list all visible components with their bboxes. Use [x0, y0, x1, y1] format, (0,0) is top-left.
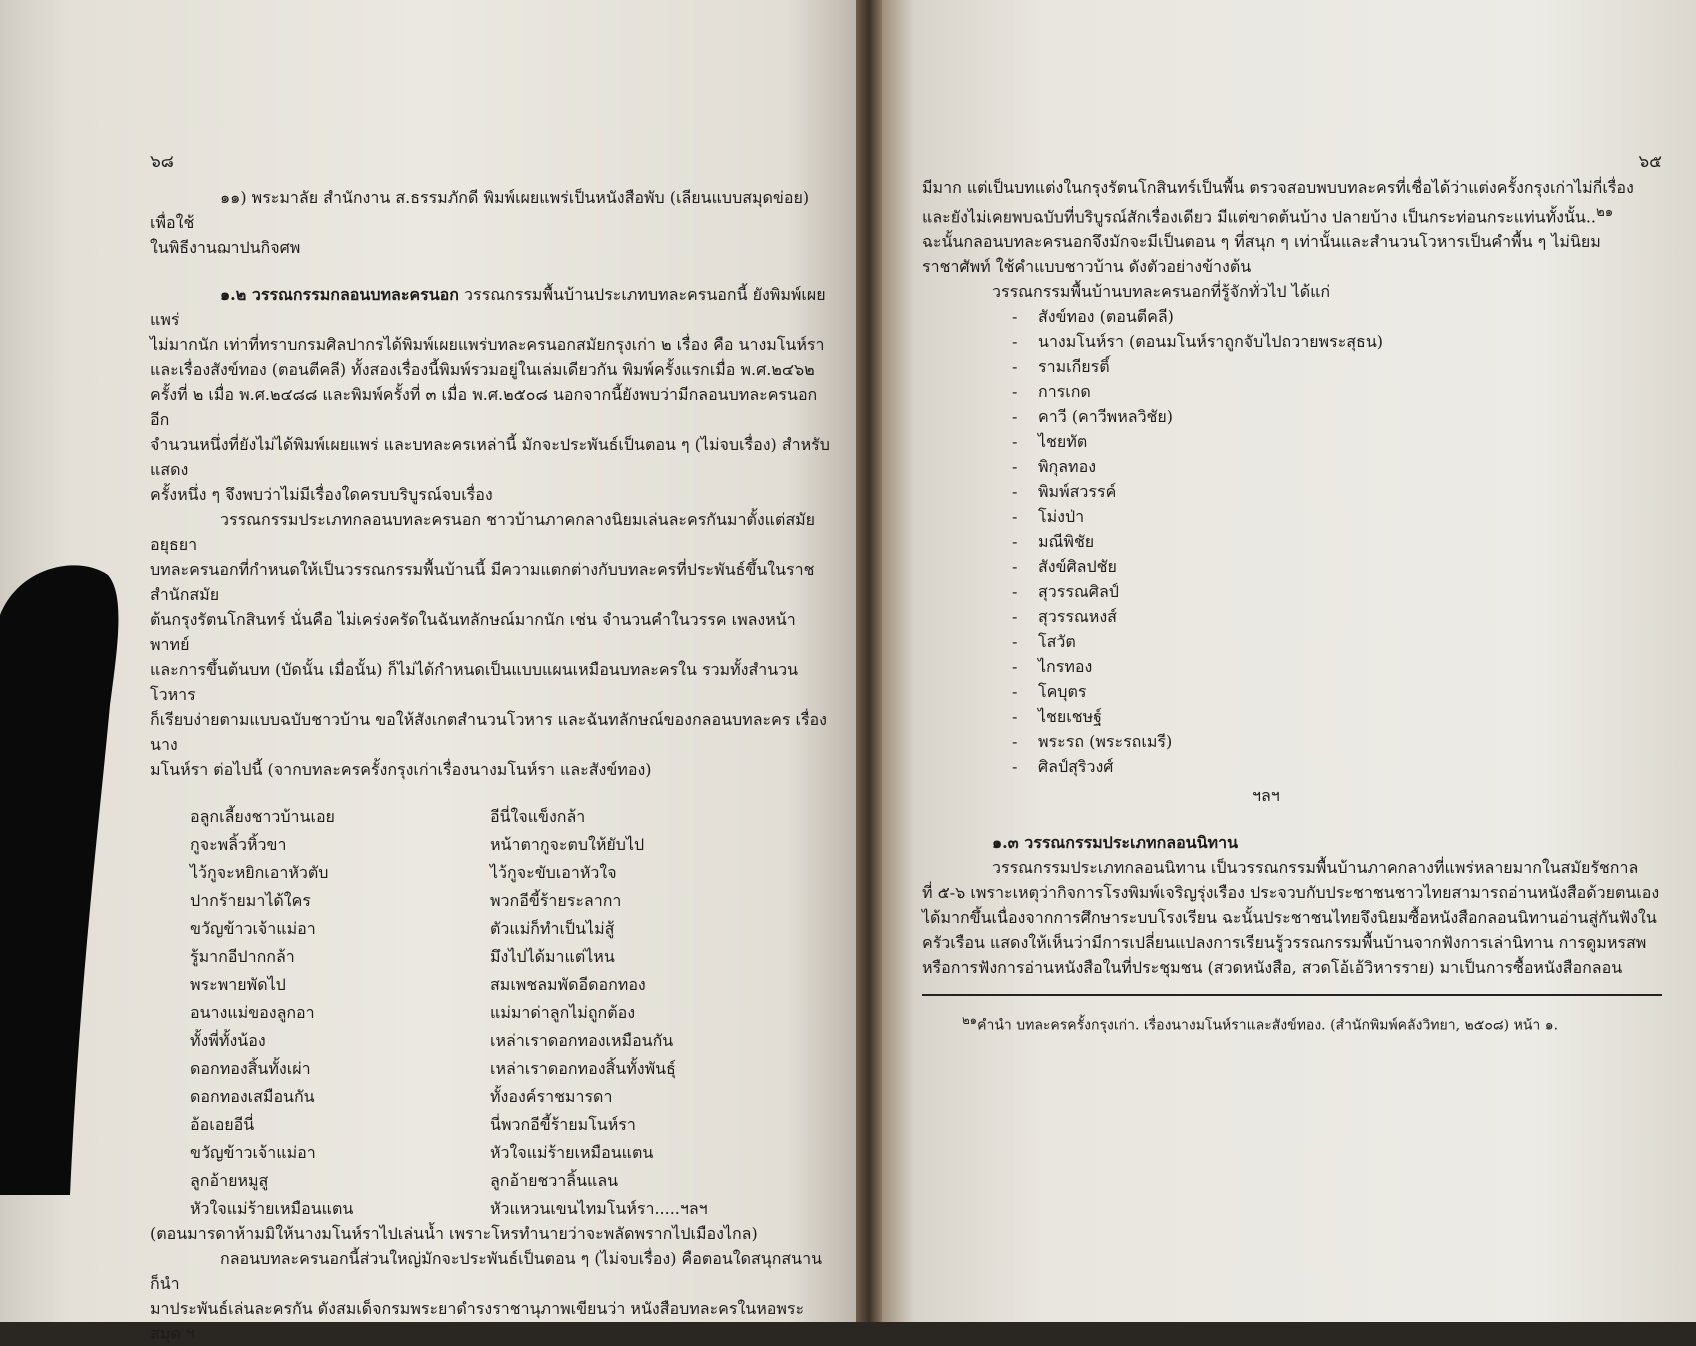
poem-left-verse: อลูกเลี้ยงชาวบ้านเอย: [190, 807, 335, 826]
list-dash: -: [1012, 507, 1018, 527]
list-dash: -: [1012, 657, 1018, 677]
list-dash: -: [1012, 732, 1018, 752]
list-dash: -: [1012, 582, 1018, 602]
closing-paragraph: [150, 1246, 830, 1346]
poem-left-verse: พระพายพัดไป: [190, 975, 286, 994]
paragraph-line: และการขึ้นต้นบท (บัดนั้น เมื่อนั้น) ก็ไม่ได้กำหนดเป็นแบบแผนเหมือนบทละครใน รวมทั้งสำนวนโวหาร: [150, 660, 799, 704]
poem-right-verse: ตัวแม่ก็ทำเป็นไม่สู้: [490, 919, 615, 938]
paragraph-line: ต้นกรุงรัตนโกสินทร์ นั่นคือ ไม่เคร่งครัดในฉันทลักษณ์มากนัก เช่น จำนวนคำในวรรค เพลงหน้าพาทย์: [150, 610, 796, 654]
list-item-text: สังข์ศิลปชัย: [1038, 557, 1117, 577]
finger-shadow: [0, 555, 130, 1195]
list-item: [922, 654, 1662, 679]
poem-left-verse: ทั้งพี่ทั้งน้อง: [190, 1031, 266, 1050]
poem-right-verse: เหล่าเราดอกทองเหมือนกัน: [490, 1031, 674, 1050]
quote: [922, 175, 1662, 279]
poem-right-verse: ลูกอ้ายชวาลิ้นแลน: [490, 1171, 619, 1190]
list-dash: -: [1012, 382, 1018, 402]
page-number: ๖๘: [150, 152, 174, 172]
list-dash: -: [1012, 357, 1018, 377]
list-item-text: โม่งป่า: [1038, 507, 1085, 527]
section-13-heading: ๑.๓ วรรณกรรมประเภทกลอนนิทาน: [992, 833, 1239, 853]
footnote-rule: [922, 994, 1662, 996]
list-item-text: ศิลป์สุริวงศ์: [1038, 757, 1114, 777]
list-item: [922, 529, 1662, 554]
poem-left-verse: ลูกอ้ายหมูสู: [190, 1171, 269, 1190]
paragraph-line: ก็เรียบง่ายตามแบบฉบับชาวบ้าน ขอให้สังเกตสำนวนโวหาร และฉันทลักษณ์ของกลอนบทละคร เรื่องนาง: [150, 710, 827, 754]
quote-line: ราชาศัพท์ ใช้คำแบบชาวบ้าน ดังตัวอย่างข้างต้น: [922, 257, 1252, 277]
paragraph-line: มโนห์รา ต่อไปนี้ (จากบทละครครั้งกรุงเก่าเรื่องนางมโนห์รา และสังข์ทอง): [150, 760, 652, 779]
list-item: [922, 479, 1662, 504]
play-list: [922, 304, 1662, 779]
closing-line: มาประพันธ์เล่นละครกัน ดังสมเด็จกรมพระยาดำรงราชานุภาพเขียนว่า หนังสือบทละครในหอพระสมุด ฯ: [150, 1299, 805, 1343]
poem-left-verse: ขวัญข้าวเจ้าแม่อา: [190, 1143, 316, 1162]
section-12-text: วรรณกรรมพื้นบ้านประเภทบทละครนอกนี้ ยังพิมพ์เผยแพร่: [150, 285, 826, 329]
list-item-text: การเกด: [1038, 382, 1091, 402]
list-item-text: สุวรรณศิลป์: [1038, 582, 1119, 602]
paragraph-line: บทละครนอกที่กำหนดให้เป็นวรรณกรรมพื้นบ้านนี้ มีความแตกต่างกับบทละครที่ประพันธ์ขึ้นในราชสำนักสมัย: [150, 560, 815, 604]
list-item: [922, 604, 1662, 629]
poem-right-verse: แม่มาด่าลูกไม่ถูกต้อง: [490, 1003, 636, 1022]
poem-left-verse: กูจะพลิ้วหิ้วขา: [190, 835, 287, 854]
poem-right-verse: ไว้กูจะขับเอาหัวใจ: [490, 863, 617, 882]
poem-left-verse: อ้อเอยอีนี่: [190, 1115, 255, 1134]
right-text-column: [922, 150, 1662, 1036]
list-item-text: พระรถ (พระรถเมรี): [1038, 732, 1173, 752]
list-item-text: ไชยทัต: [1038, 432, 1088, 452]
right-page: [882, 0, 1696, 1322]
left-text-column: [150, 150, 830, 1346]
list-item: [922, 704, 1662, 729]
list-dash: -: [1012, 757, 1018, 777]
poem-note: (ตอนมารดาห้ามมิให้นางมโนห์ราไปเล่นน้ำ เพราะโหรทำนายว่าจะพลัดพรากไปเมืองไกล): [150, 1224, 758, 1243]
list-item-text: มณีพิชัย: [1038, 532, 1095, 552]
list-item-text: สังข์ทอง (ตอนตีคลี): [1038, 307, 1174, 327]
list-item: [922, 354, 1662, 379]
poem-left-verse: รู้มากอีปากกล้า: [190, 947, 295, 966]
section-12-line: ไม่มากนัก เท่าที่ทราบกรมศิลปากรได้พิมพ์เผยแพร่บทละครนอกสมัยกรุงเก่า ๒ เรื่อง คือ นางมโนห์รา: [150, 335, 825, 354]
list-item: [922, 629, 1662, 654]
section-12-heading: ๑.๒ วรรณกรรมกลอนบทละครนอก: [220, 285, 459, 304]
poem-left-verse: อนางแม่ของลูกอา: [190, 1003, 315, 1022]
poem-right-verse: อีนี่ใจแข็งกล้า: [490, 807, 586, 826]
poem-right-verse: หน้าตากูจะตบให้ยับไป: [490, 835, 645, 854]
paragraph-2: [150, 507, 830, 782]
list-item-text: โคบุตร: [1038, 682, 1087, 702]
poem-right-verse: พวกอีขี้ร้ายระลากา: [490, 891, 622, 910]
list-dash: -: [1012, 482, 1018, 502]
list-item-text: นางมโนห์รา (ตอนมโนห์ราถูกจับไปถวายพระสุธน): [1038, 332, 1383, 352]
list-item-text: ไชยเชษฐ์: [1038, 707, 1102, 727]
list-item: [922, 404, 1662, 429]
item-11-line: ๑๑) พระมาลัย สำนักงาน ส.ธรรมภักดี พิมพ์เผยแพร่เป็นหนังสือพับ (เลียนแบบสมุดข่อย) เพื่อใช้: [150, 188, 810, 232]
closing-line: กลอนบทละครนอกนี้ส่วนใหญ่มักจะประพันธ์เป็นตอน ๆ (ไม่จบเรื่อง) คือตอนใดสนุกสนานก็นำ: [150, 1249, 822, 1293]
poem-left-verse: ขวัญข้าวเจ้าแม่อา: [190, 919, 316, 938]
list-item-text: พิกุลทอง: [1038, 457, 1097, 477]
item-11-line: ในพิธีงานฌาปนกิจศพ: [150, 238, 301, 257]
spacer: [150, 260, 830, 282]
poem: [150, 804, 830, 1221]
list-item: [922, 754, 1662, 779]
list-item: [922, 504, 1662, 529]
list-dash: -: [1012, 632, 1018, 652]
list-item-text: สุวรรณหงส์: [1038, 607, 1117, 627]
section-13-line: ได้มากขึ้นเนื่องจากการศึกษาระบบโรงเรียน ฉะนั้นประชาชนไทยจึงนิยมซื้อหนังสือกลอนนิทานอ่านสู่กันฟังใน: [922, 908, 1657, 928]
list-item: [922, 329, 1662, 354]
poem-right-verse: มึงไปได้มาแต่ไหน: [490, 947, 615, 966]
list-item: [922, 379, 1662, 404]
section-12-line: และเรื่องสังข์ทอง (ตอนตีคลี) ทั้งสองเรื่องนี้พิมพ์รวมอยู่ในเล่มเดียวกัน พิมพ์ครั้งแรกเมื่อ พ.ศ.๒๔๖๒: [150, 360, 815, 379]
quote-line: ฉะนั้นกลอนบทละครนอกจึงมักจะมีเป็นตอน ๆ ที่สนุก ๆ เท่านั้นและสำนวนโวหารเป็นคำพื้น ๆ ไม่นิยม: [922, 232, 1601, 252]
list-dash: -: [1012, 457, 1018, 477]
list-item-text: คาวี (คาวีพหลวิชัย): [1038, 407, 1174, 427]
list-dash: -: [1012, 707, 1018, 727]
list-item: [922, 729, 1662, 754]
list-dash: -: [1012, 432, 1018, 452]
list-dash: -: [1012, 557, 1018, 577]
list-item: [922, 304, 1662, 329]
list-intro: วรรณกรรมพื้นบ้านบทละครนอกที่รู้จักทั่วไป ได้แก่: [992, 282, 1331, 302]
section-12-line: [150, 282, 830, 332]
section-13-line: หรือการฟังการอ่านหนังสือในที่ประชุมชน (สวดหนังสือ, สวดโอ้เอ้วิหารราย) มาเป็นการซื้อหนังสือกลอน: [922, 958, 1623, 978]
poem-left-verse: ปากร้ายมาได้ใคร: [190, 891, 311, 910]
paragraph-line: วรรณกรรมประเภทกลอนบทละครนอก ชาวบ้านภาคกลางนิยมเล่นละครกันมาตั้งแต่สมัยอยุธยา: [150, 510, 816, 554]
page-number: ๖๕: [1638, 152, 1662, 172]
list-item: [922, 554, 1662, 579]
book-spine: [856, 0, 882, 1322]
list-item: [922, 454, 1662, 479]
footnote-marker: ๒๑: [1595, 205, 1614, 220]
list-dash: -: [1012, 532, 1018, 552]
list-dash: -: [1012, 682, 1018, 702]
quote-line: มีมาก แต่เป็นบทแต่งในกรุงรัตนโกสินทร์เป็นพื้น ตรวจสอบพบบทละครที่เชื่อได้ว่าแต่งครั้งกรุงเก่าไม่กี่เรื่อง: [922, 178, 1634, 197]
poem-left-verse: ไว้กูจะหยิกเอาหัวตับ: [190, 863, 329, 882]
footnote-number: ๒๑: [962, 1013, 978, 1028]
poem-right-verse: หัวแหวนเขนไทมโนห์รา.....ฯลฯ: [490, 1199, 708, 1218]
section-13-body: [922, 855, 1662, 980]
section-12-line: ครั้งหนึ่ง ๆ จึงพบว่าไม่มีเรื่องใดครบบริบูรณ์จบเรื่อง: [150, 485, 493, 504]
list-dash: -: [1012, 307, 1018, 327]
section-12-line: จำนวนหนึ่งที่ยังไม่ได้พิมพ์เผยแพร่ และบทละครเหล่านี้ มักจะประพันธ์เป็นตอน ๆ (ไม่จบเรื่อง) สำหรับแสดง: [150, 435, 830, 479]
list-dash: -: [1012, 332, 1018, 352]
poem-right-verse: สมเพชลมพัดอีดอกทอง: [490, 975, 646, 994]
quote-line: [922, 200, 1662, 229]
spacer: [922, 808, 1662, 830]
list-item-text: ไกรทอง: [1038, 657, 1093, 677]
poem-left-verse: ดอกทองเสมือนกัน: [190, 1087, 315, 1106]
section-13-line: ที่ ๕-๖ เพราะเหตุว่ากิจการโรงพิมพ์เจริญรุ่งเรือง ประจวบกับประชาชนชาวไทยสามารถอ่านหนังสือด้วยตนเอง: [922, 883, 1660, 903]
poem-left-verse: ดอกทองสิ้นทั้งเผ่า: [190, 1059, 311, 1078]
poem-left-verse: หัวใจแม่ร้ายเหมือนแตน: [190, 1199, 354, 1218]
poem-right-verse: เหล่าเราดอกทองสิ้นทั้งพันธุ์: [490, 1059, 676, 1078]
section-12-line: ครั้งที่ ๒ เมื่อ พ.ศ.๒๔๘๘ และพิมพ์ครั้งที่ ๓ เมื่อ พ.ศ.๒๕๐๘ นอกจากนี้ยังพบว่ามีกลอนบทละครนอกอีก: [150, 385, 818, 429]
etc-marker: ฯลฯ: [1252, 786, 1280, 806]
list-item-text: รามเกียรติ์: [1038, 357, 1110, 377]
list-item-text: โสวัต: [1038, 632, 1076, 652]
poem-right-verse: ทั้งองค์ราชมารดา: [490, 1087, 613, 1106]
list-item: [922, 429, 1662, 454]
list-dash: -: [1012, 607, 1018, 627]
section-13-line: วรรณกรรมประเภทกลอนนิทาน เป็นวรรณกรรมพื้นบ้านภาคกลางที่แพร่หลายมากในสมัยรัชกาล: [992, 858, 1639, 878]
list-dash: -: [1012, 407, 1018, 427]
spacer: [150, 782, 830, 804]
footnote-text: คำนำ บทละครครั้งกรุงเก่า. เรื่องนางมโนห์ราและสังข์ทอง. (สำนักพิมพ์คลังวิทยา, ๒๕๐๘) หน้า ๑.: [977, 1017, 1559, 1034]
list-item: [922, 579, 1662, 604]
list-item: [922, 679, 1662, 704]
quote-text: และยังไม่เคยพบฉบับที่บริบูรณ์สักเรื่องเดียว มีแต่ขาดต้นบ้าง ปลายบ้าง เป็นกระท่อนกระแท่นทั้งนั้น..: [922, 207, 1596, 227]
list-item-text: พิมพ์สวรรค์: [1038, 482, 1117, 502]
poem-right-verse: หัวใจแม่ร้ายเหมือนแตน: [490, 1143, 654, 1162]
section-13-line: ครัวเรือน แสดงให้เห็นว่ามีการเปลี่ยนแปลงการเรียนรู้วรรณกรรมพื้นบ้านจากฟังการเล่านิทาน การดูมหรสพ: [922, 933, 1647, 953]
poem-right-verse: นี่พวกอีขี้ร้ายมโนห์รา: [490, 1115, 636, 1134]
spacer: [150, 175, 830, 185]
section-12-body: [150, 332, 830, 507]
footnote: [922, 1010, 1662, 1036]
